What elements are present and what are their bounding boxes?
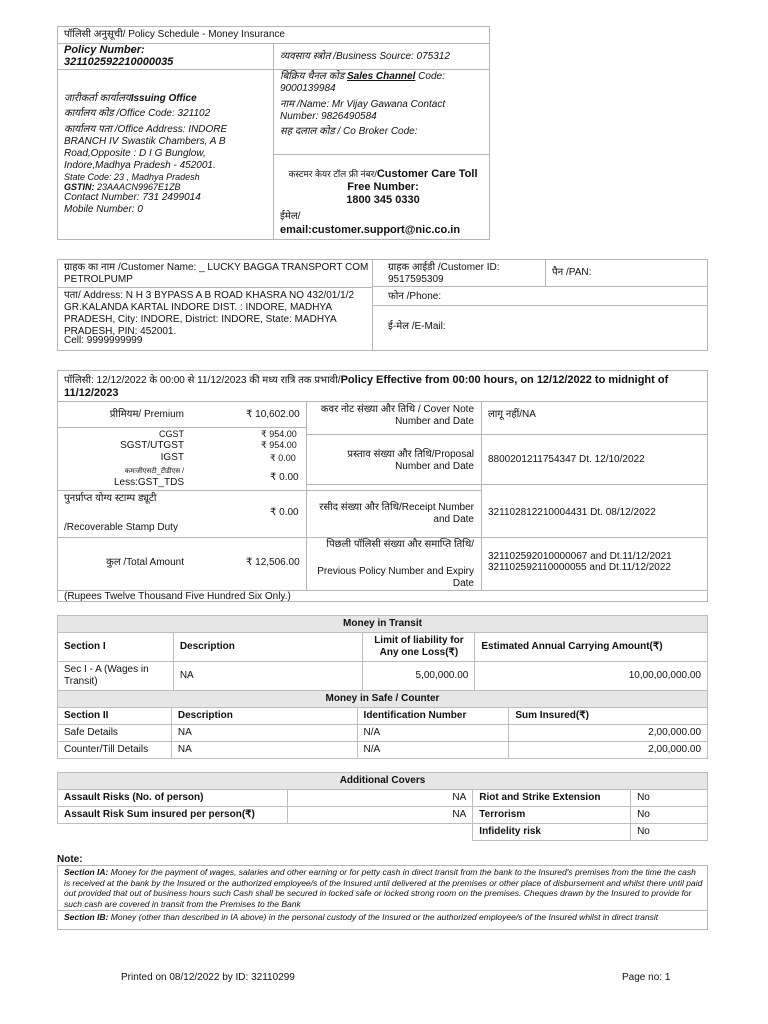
safe-cell: 2,00,000.00 — [509, 725, 708, 742]
covers-cell: Assault Risk Sum insured per person(₹) — [58, 807, 288, 824]
transit-cell: Sec I - A (Wages in Transit) — [58, 662, 174, 691]
prev-policy-hi: पिछली पॉलिसी संख्या और समाप्ति तिथि/ — [326, 539, 474, 550]
transit-table — [57, 615, 708, 691]
customer-address: पता/ Address: N H 3 BYPASS A B ROAD KHASRA NO 432/01/1/2 GR.KALANDA KARTAL INDORE DIST. : INDORE, MADHYA PRADESH, City: INDORE, District: INDORE, State: MADHYA PRADESH, PIN: 452001. — [64, 290, 355, 337]
customer-email: ई-मेल /E-Mail: — [388, 321, 446, 332]
policy-number-label: Policy Number: — [64, 44, 145, 56]
covers-cell: No — [631, 807, 708, 824]
amount-in-words: (Rupees Twelve Thousand Five Hundred Six Only.) — [64, 591, 291, 602]
contact-number: Contact Number: 731 2499014 — [64, 192, 201, 203]
transit-title: Money in Transit — [58, 616, 708, 633]
sales-channel-code: Code: 9000139984 — [280, 71, 445, 94]
premium-value: ₹ 10,602.00 — [246, 409, 300, 420]
proposal-label: प्रस्ताव संख्या और तिथि/Proposal Number and Date — [347, 449, 474, 472]
safe-cell: NA — [171, 725, 357, 742]
transit-cell: 5,00,000.00 — [363, 662, 475, 691]
receipt-label: रसीद संख्या और तिथि/Receipt Number and Date — [319, 502, 474, 525]
transit-header: Estimated Annual Carrying Amount(₹) — [475, 633, 708, 662]
printed-on: Printed on 08/12/2022 by ID: 32110299 — [121, 972, 295, 983]
cgst-value: ₹ 954.00 — [261, 429, 297, 439]
note-ib-text: Money (other than described in IA above) in the personal custody of the Insured or the authorized employee/s of the Insured whilst in direct transit — [108, 912, 659, 922]
prev-policy-label: Previous Policy Number and Expiry Date — [317, 566, 474, 589]
customer-id: ग्राहक आईडी /Customer ID: 9517595309 — [388, 262, 500, 285]
covers-cell: NA — [287, 807, 473, 824]
toll-free-number: 1800 345 0330 — [346, 194, 420, 206]
gstin-value: 23AAACN9967E1ZB — [97, 182, 181, 192]
safe-header: Identification Number — [357, 708, 509, 725]
total-label: कुल /Total Amount — [106, 557, 184, 568]
stamp-label: /Recoverable Stamp Duty — [64, 522, 178, 533]
less-tds-value: ₹ 0.00 — [270, 472, 299, 483]
covers-cell: No — [631, 790, 708, 807]
policy-period — [64, 374, 704, 400]
safe-cell: Safe Details — [58, 725, 172, 742]
covers-cell: No — [631, 824, 708, 841]
state-code: State Code: 23 , Madhya Pradesh — [64, 172, 200, 182]
mobile-number: Mobile Number: 0 — [64, 204, 143, 215]
transit-header: Section I — [58, 633, 174, 662]
prev-policy-value-1: 321102592010000067 and Dt.11/12/2021 — [488, 551, 672, 562]
igst-label: IGST — [160, 452, 184, 463]
covers-table — [57, 772, 708, 841]
receipt-value: 321102812210004431 Dt. 08/12/2022 — [488, 507, 656, 518]
covers-cell: Assault Risks (No. of person) — [58, 790, 288, 807]
sales-name: नाम /Name: Mr Vijay Gawana Contact Number: 9826490584 — [280, 99, 446, 122]
less-tds-hi: कमःजीएसटी_टीडीएस / — [124, 468, 184, 475]
covers-cell: Terrorism — [473, 807, 631, 824]
stamp-value: ₹ 0.00 — [270, 507, 299, 518]
safe-cell: NA — [171, 742, 357, 759]
co-broker: सह दलाल कोड / Co Broker Code: — [280, 126, 418, 137]
safe-cell: N/A — [357, 742, 509, 759]
sales-channel — [280, 71, 485, 95]
safe-cell: N/A — [357, 725, 509, 742]
cover-note-value: लागू नहीं/NA — [488, 409, 536, 420]
sales-channel-label: Sales Channel — [347, 71, 416, 82]
less-tds-label: Less:GST_TDS — [113, 477, 184, 488]
safe-header: Description — [171, 708, 357, 725]
note-ia-label: Section IA: — [64, 867, 109, 877]
safe-cell: 2,00,000.00 — [509, 742, 708, 759]
safe-header: Section II — [58, 708, 172, 725]
covers-cell — [58, 824, 288, 841]
sales-channel-hi: बिक्रिय चैनल कोड — [280, 71, 345, 82]
premium-label: प्रीमियम/ Premium — [109, 409, 184, 420]
safe-title: Money in Safe / Counter — [58, 691, 708, 708]
cover-note-label: कवर नोट संख्या और तिथि / Cover Note Number and Date — [320, 404, 474, 427]
toll-free-hi: कस्टमर केयर टॉल फ्री नंबर/ — [288, 169, 377, 179]
customer-phone: फोन /Phone: — [388, 291, 442, 302]
toll-free — [278, 168, 488, 207]
stamp-hi: पुनर्प्राप्त योग्य स्टाम्प ड्यूटी — [64, 493, 157, 504]
email-hi: ईमेल/ — [280, 211, 301, 222]
note-ib — [64, 912, 704, 923]
sgst-label: SGST/UTGST — [120, 440, 184, 451]
safe-header: Sum Insured(₹) — [509, 708, 708, 725]
support-email[interactable]: email:customer.support@nic.co.in — [280, 224, 461, 236]
transit-cell: 10,00,00,000.00 — [475, 662, 708, 691]
covers-cell: NA — [287, 790, 473, 807]
covers-cell — [287, 824, 473, 841]
note-ia-text: Money for the payment of wages, salaries and other earning or for petty cash in direct transit from the bank to the Insured's premises from the time the cash is received at the bank by the Insured or the authorized employee/s of the Insured until delivered at the premises or other place of disbursement and whilst there until paid out provided that out of business hours such Cash shall be secured in locked safe or locked strong room on the premises. Cheques drawn by the Insured to provide for such cash are covered in transit from the Premises to the Bank — [64, 867, 703, 909]
transit-header: Description — [173, 633, 363, 662]
sgst-value: ₹ 954.00 — [261, 440, 297, 450]
transit-header: Limit of liability for Any one Loss(₹) — [363, 633, 475, 662]
policy-period-en: Policy Effective from 00:00 hours, on 12/12/2022 to midnight of 11/12/2023 — [64, 374, 669, 399]
issuing-office-hi: जारीकर्ता कार्यालय — [64, 93, 131, 104]
customer-name: ग्राहक का नाम /Customer Name: _ LUCKY BAGGA TRANSPORT COM PETROLPUMP — [64, 262, 369, 285]
cgst-label: CGST — [158, 429, 184, 439]
issuing-office-label: Issuing Office — [130, 93, 197, 104]
issuing-office — [64, 93, 197, 105]
customer-cell: Cell: 9999999999 — [64, 335, 143, 346]
total-value: ₹ 12,506.00 — [246, 557, 300, 568]
covers-title: Additional Covers — [58, 773, 708, 790]
office-code: कार्यालय कोड /Office Code: 321102 — [64, 108, 211, 119]
gstin-label: GSTIN: — [64, 182, 95, 192]
policy-period-hi: पॉलिसी: 12/12/2022 के 00:00 से 11/12/2023 की मध्य रात्रि तक प्रभावी/ — [64, 375, 341, 386]
office-address: कार्यालय पता /Office Address: INDORE BRANCH IV Swastik Chambers, A B Road,Opposite : D I G Bunglow, Indore,Madhya Pradesh - 452001. — [64, 124, 228, 171]
note-ib-label: Section IB: — [64, 912, 109, 922]
page-number: Page no: 1 — [622, 972, 671, 983]
covers-cell: Infidelity risk — [473, 824, 631, 841]
covers-cell: Riot and Strike Extension — [473, 790, 631, 807]
policy-number: 321102592210000035 — [64, 56, 174, 68]
proposal-value: 8800201211754347 Dt. 12/10/2022 — [488, 454, 645, 465]
prev-policy-value-2: 321102592110000055 and Dt.11/12/2022 — [488, 562, 671, 573]
safe-cell: Counter/Till Details — [58, 742, 172, 759]
business-source: व्यवसाय स्त्रोत /Business Source: 075312 — [280, 51, 450, 62]
igst-value: ₹ 0.00 — [270, 453, 296, 463]
toll-free-label: Customer Care Toll Free Number: — [347, 168, 478, 193]
customer-pan: पैन /PAN: — [552, 267, 592, 278]
note-ia — [64, 867, 704, 909]
note-label: Note: — [57, 854, 83, 865]
transit-cell: NA — [173, 662, 363, 691]
schedule-title: पॉलिसी अनुसूची/ Policy Schedule - Money Insurance — [64, 29, 285, 40]
safe-table — [57, 690, 708, 759]
